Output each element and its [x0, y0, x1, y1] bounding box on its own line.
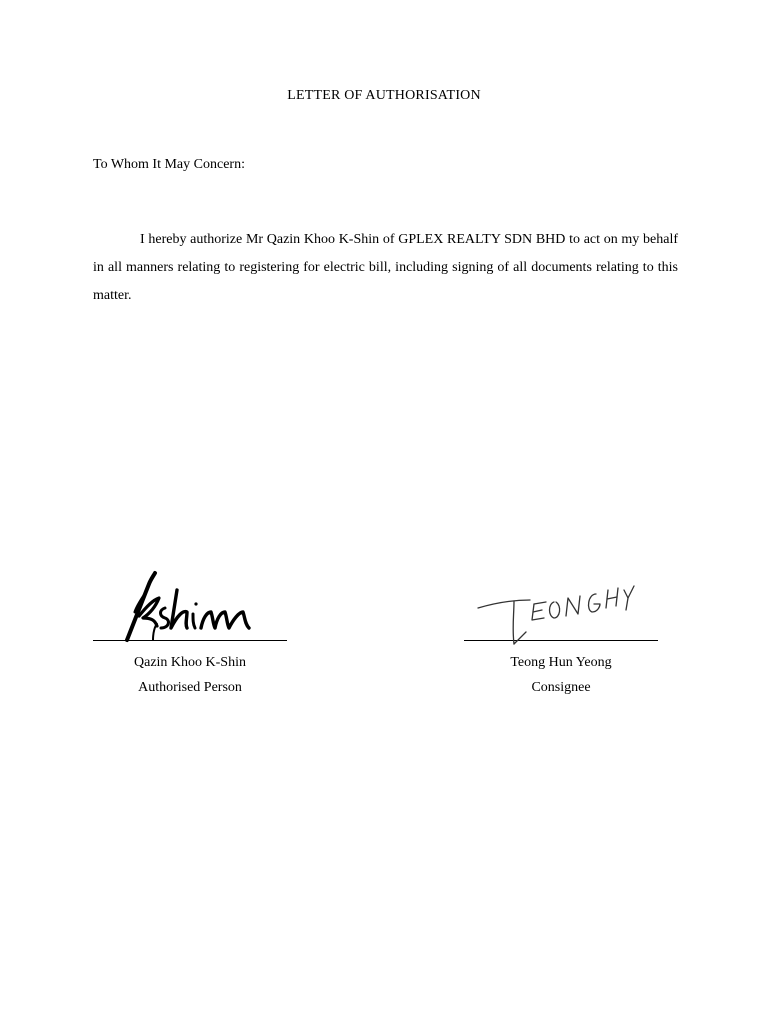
authorised-role: Authorised Person [138, 680, 242, 695]
signature-line-consignee [464, 640, 658, 641]
letter-body: I hereby authorize Mr Qazin Khoo K-Shin of GPLEX REALTY SDN BHD to act on my behalf in all manners relating to registering for electric bill, including signing of all documents relating to this matter. [93, 232, 678, 303]
handwritten-signature-teonghy [464, 570, 658, 640]
handwritten-signature-kshin [93, 570, 287, 640]
authorised-name: Qazin Khoo K-Shin [134, 655, 246, 670]
consignee-name: Teong Hun Yeong [510, 655, 612, 670]
letter-title: LETTER OF AUTHORISATION [287, 88, 481, 103]
signature-line-authorised [93, 640, 287, 641]
signature-block-consignee [464, 570, 658, 697]
signature-consignee-image [464, 570, 658, 640]
salutation: To Whom It May Concern: [93, 157, 245, 172]
signature-block-authorised [93, 570, 287, 697]
signature-authorised-image [93, 570, 287, 640]
consignee-role: Consignee [531, 680, 591, 695]
